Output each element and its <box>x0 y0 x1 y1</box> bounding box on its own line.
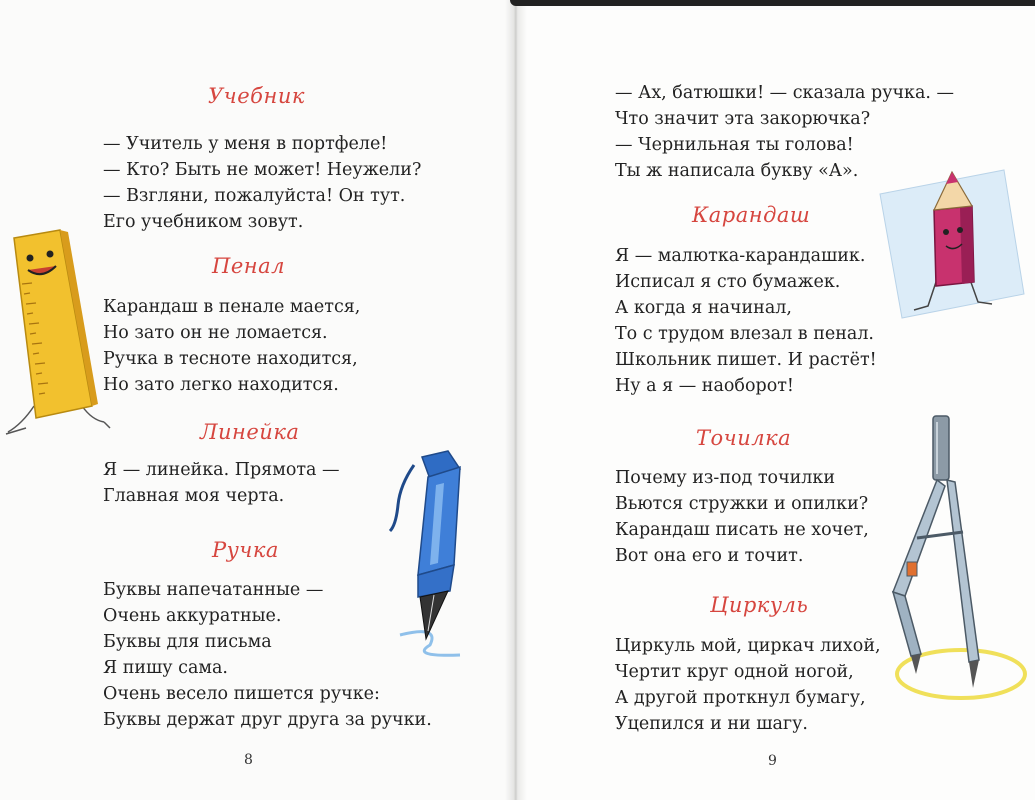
poem-line: Чертит круг одной ногой, <box>615 662 854 682</box>
poem-body <box>103 577 432 733</box>
poem-line: — Кто? Быть не может! Неужели? <box>103 160 422 180</box>
poem-line: А когда я начинал, <box>615 298 792 318</box>
left-page <box>0 0 514 800</box>
poem-body <box>615 633 881 737</box>
poem-title: Учебник <box>208 84 305 108</box>
poem-line: — Чернильная ты голова! <box>615 135 854 155</box>
pencil-character-illustration <box>876 166 1026 326</box>
poem-line: Ты ж написала букву «А». <box>615 161 859 181</box>
poem-title: Карандаш <box>692 203 811 227</box>
poem-line: Очень весело пишется ручке: <box>103 684 380 704</box>
poem-line: Исписал я сто бумажек. <box>615 272 841 292</box>
poem-line: Вьются стружки и опилки? <box>615 494 869 514</box>
poem-body <box>103 457 340 509</box>
poem-line: Я — малютка-карандашик. <box>615 246 866 266</box>
poem-line: То с трудом влезал в пенал. <box>615 324 874 344</box>
poem-line: Я пишу сама. <box>103 658 228 678</box>
poem-line: Вот она его и точит. <box>615 546 804 566</box>
poem-title: Циркуль <box>710 593 809 617</box>
poem-title: Линейка <box>200 420 300 444</box>
poem-body <box>615 243 877 399</box>
poem-line: Его учебником зовут. <box>103 212 304 232</box>
poem-line: Буквы для письма <box>103 632 272 652</box>
page-number: 9 <box>768 753 777 769</box>
poem-line: Ну а я — наоборот! <box>615 376 794 396</box>
poem-line: Уцепился и ни шагу. <box>615 714 808 734</box>
book-gutter-shadow <box>505 0 527 800</box>
poem-line: Ручка в тесноте находится, <box>103 349 358 369</box>
poem-line: Но зато он не ломается. <box>103 323 328 343</box>
poem-line: — Ах, батюшки! — сказала ручка. — <box>615 83 955 103</box>
poem-line: Карандаш писать не хочет, <box>615 520 869 540</box>
poem-title: Точилка <box>696 426 792 450</box>
poem-line: А другой проткнул бумагу, <box>615 688 866 708</box>
poem-line: Но зато легко находится. <box>103 375 339 395</box>
poem-line: Буквы держат друг друга за ручки. <box>103 710 432 730</box>
poem-line: Очень аккуратные. <box>103 606 282 626</box>
poem-line: Циркуль мой, циркач лихой, <box>615 636 881 656</box>
poem-title: Ручка <box>212 538 279 562</box>
drawing-compass-illustration <box>871 412 1031 702</box>
poem-line: — Взгляни, пожалуйста! Он тут. <box>103 186 406 206</box>
ruler-character-illustration <box>0 228 120 443</box>
poem-line: Буквы напечатанные — <box>103 580 324 600</box>
poem-body <box>103 294 360 398</box>
scan-edge-shadow <box>510 0 1035 6</box>
right-page <box>516 0 1035 800</box>
page-number: 8 <box>244 752 253 768</box>
poem-line: — Учитель у меня в портфеле! <box>103 134 388 154</box>
poem-line: Я — линейка. Прямота — <box>103 460 340 480</box>
poem-line: Что значит эта закорючка? <box>615 109 871 129</box>
poem-line: Главная моя черта. <box>103 486 285 506</box>
poem-line: Школьник пишет. И растёт! <box>615 350 877 370</box>
poem-title: Пенал <box>212 254 285 278</box>
poem-body <box>103 131 421 235</box>
poem-line: Почему из-под точилки <box>615 468 836 488</box>
poem-body <box>615 465 869 569</box>
poem-line: Карандаш в пенале мается, <box>103 297 361 317</box>
